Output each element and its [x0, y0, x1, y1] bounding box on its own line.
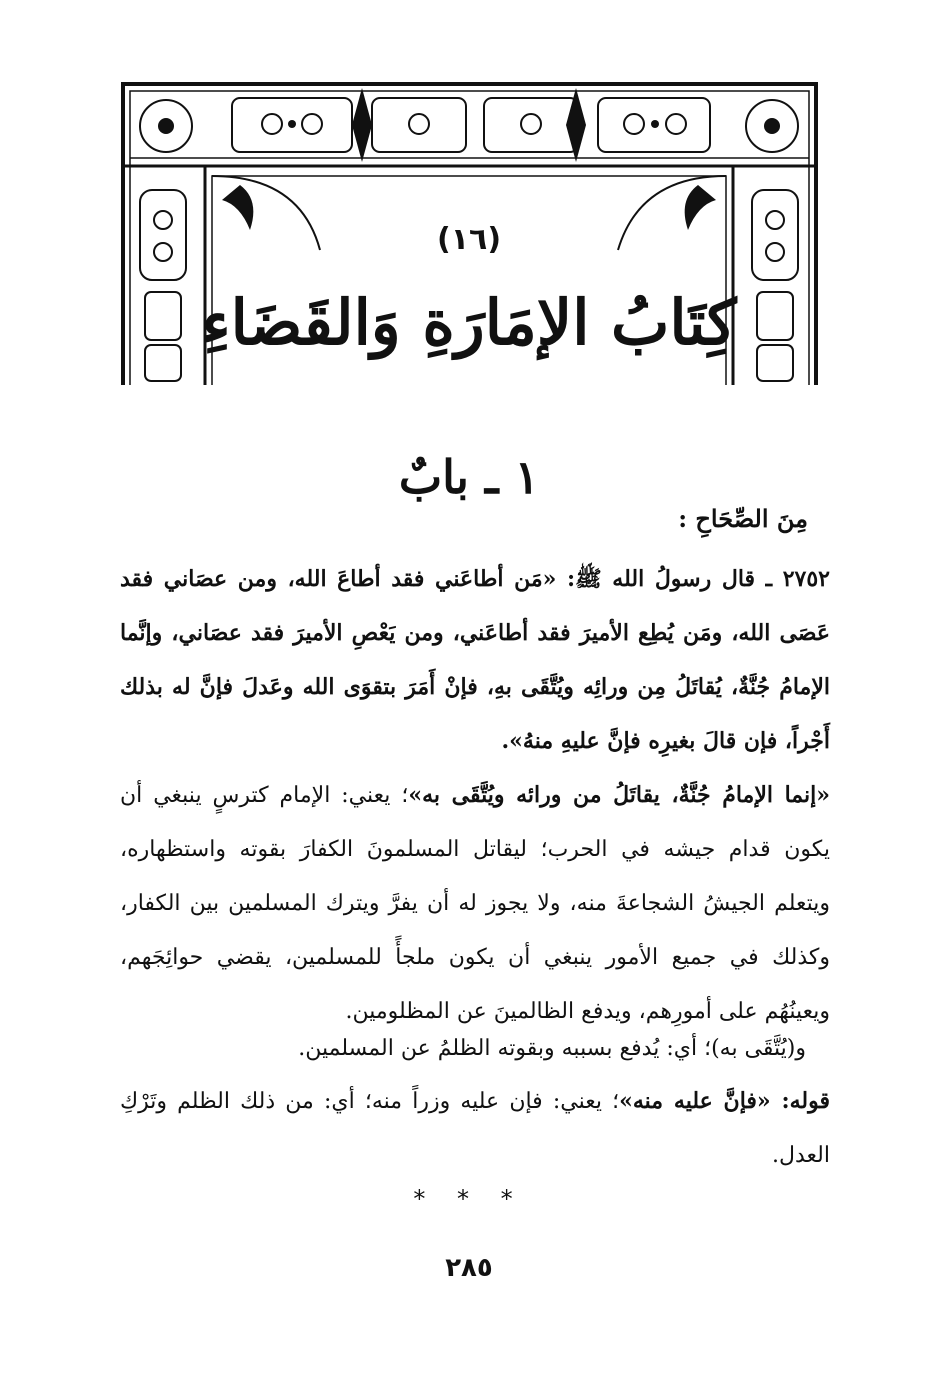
commentary-paragraph-3: [120, 1074, 830, 1183]
page-number: ٢٨٥: [445, 1253, 493, 1283]
chapter-number: (١٦): [436, 222, 502, 257]
book-title: كِتَابُ الإمَارَةِ وَالقَضَاءِ: [201, 286, 737, 359]
commentary-paragraph-1: [120, 768, 830, 1039]
section-separator: * * *: [413, 1185, 525, 1213]
section-title: ١ ـ بابٌ: [398, 450, 540, 504]
commentary-text: ؛ يعني: الإمام كترسٍ ينبغي أن يكون قدام جيشه في الحرب؛ ليقاتل المسلمونَ الكفارَ بقوته واستظهاره، ويتعلم الجيشُ الشجاعةَ منه، ولا يجوز له أن يفرَّ ويترك المسلمين بين الكفار، وكذلك في جميع الأمور ينبغي أن يكون ملجأً للمسلمين، يقضي حوائِجَهم، ويعينُهُم على أمورِهم، ويدفع الظالمينَ عن المظلومين.: [120, 783, 830, 1024]
commentary-paragraph-2: و(يُتَّقَى به)؛ أي: يُدفع بسببه وبقوته الظلمُ عن المسلمين.: [298, 1036, 806, 1061]
sihah-label: مِنَ الصِّحَاحِ :: [678, 504, 808, 533]
commentary-quote: «إنما الإمامُ جُنَّةٌ، يقاتَلُ من ورائه ويُتَّقَى به»: [408, 782, 830, 808]
hadith-text: ٢٧٥٢ ـ قال رسولُ الله ﷺ: «مَن أطاعَني فقد أطاعَ الله، ومن عصَاني فقد عَصَى الله، ومَن يُطِع الأميرَ فقد أطاعَني، ومن يَعْصِ الأميرَ فقد عصَاني، وإنَّما الإمامُ جُنَّةٌ، يُقاتَلُ مِن ورائِه ويُتَّقَى بهِ، فإنْ أَمَرَ بتقوَى الله وعَدلَ فإنَّ له بذلك أَجْراً، فإن قالَ بغيرِه فإنَّ عليهِ منهُ».: [120, 566, 830, 754]
commentary-text: ؛ يعني: فإن عليه وزراً منه؛ أي: من ذلك الظلم وتَرْكِ العدل.: [120, 1089, 830, 1168]
commentary-quote-label: قوله: «فإنَّ عليه منه»: [619, 1088, 830, 1114]
